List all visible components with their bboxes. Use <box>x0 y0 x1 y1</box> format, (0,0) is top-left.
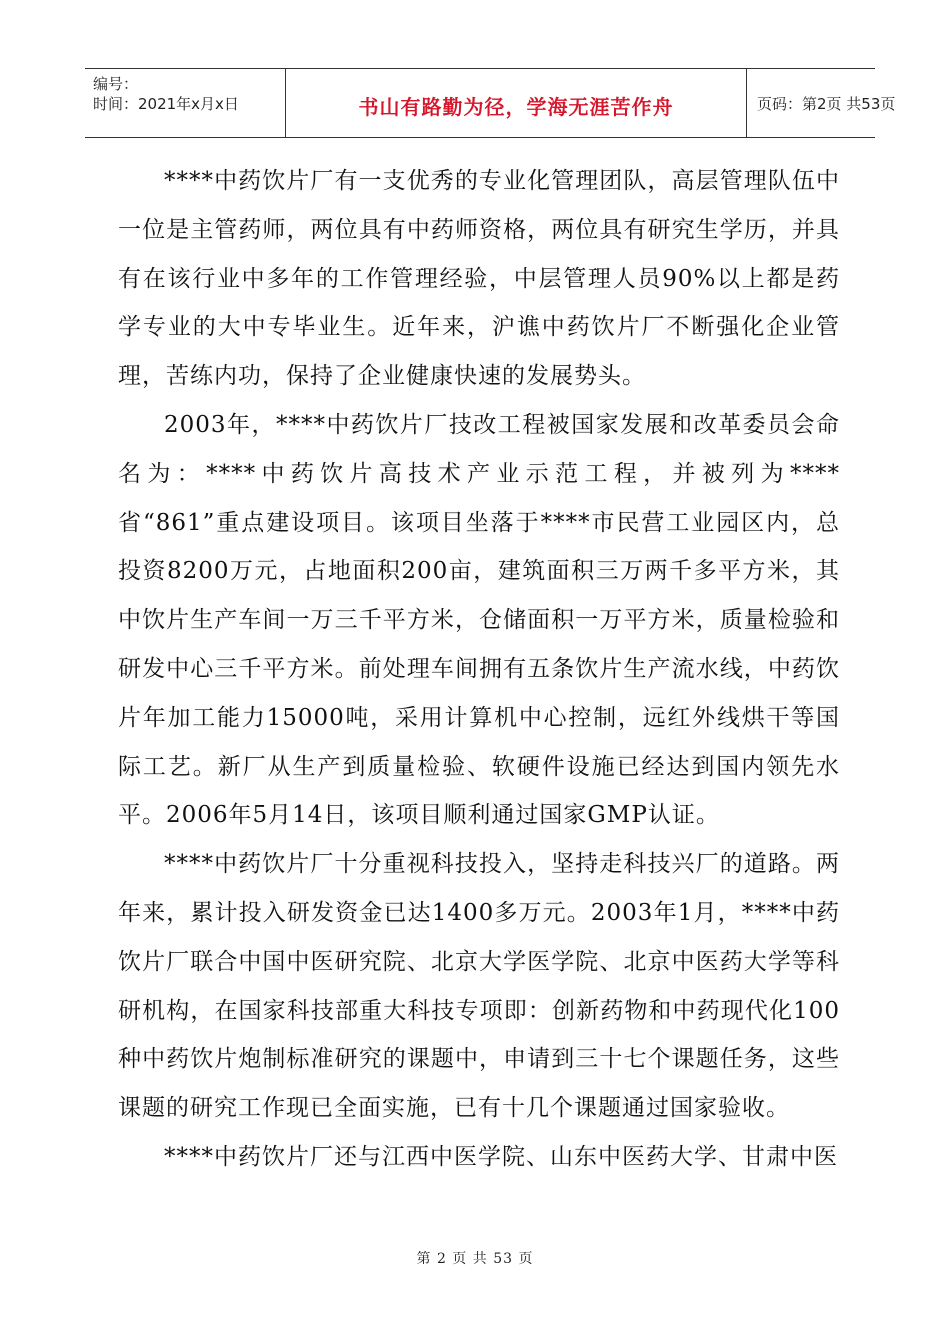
paragraph: ****中药饮片厂十分重视科技投入，坚持走科技兴厂的道路。两年来，累计投入研发资金已达1400多万元。2003年1月，****中药饮片厂联合中国中医研究院、北京大学医学院、北京中医药大学等科研机构，在国家科技部重大科技专项即：创新药物和中药现代化100种中药饮片炮制标准研究的课题中，申请到三十七个课题任务，这些课题的研究工作现已全面实施，已有十几个课题通过国家验收。 <box>118 851 840 1122</box>
page-info: 页码：第2页 共53页 <box>757 95 896 113</box>
motto: 书山有路勤为径，学海无涯苦作舟 <box>358 95 674 119</box>
time-label: 时间：2021年x月x日 <box>93 95 239 113</box>
document-body <box>118 157 840 1182</box>
header-page-cell <box>747 69 896 137</box>
header-meta <box>85 69 285 137</box>
paragraph: ****中药饮片厂有一支优秀的专业化管理团队，高层管理队伍中一位是主管药师，两位具有中药师资格，两位具有研究生学历，并具有在该行业中多年的工作管理经验，中层管理人员90%以上都是药学专业的大中专毕业生。近年来，沪谯中药饮片厂不断强化企业管理，苦练内功，保持了企业健康快速的发展势头。 <box>118 168 840 390</box>
number-label: 编号： <box>93 75 139 93</box>
paragraph: 2003年，****中药饮片厂技改工程被国家发展和改革委员会命名为：****中药饮片高技术产业示范工程，并被列为****省“861”重点建设项目。该项目坐落于****市民营工业园区内，总投资8200万元，占地面积200亩，建筑面积三万两千多平方米，其中饮片生产车间一万三千平方米，仓储面积一万平方米，质量检验和研发中心三千平方米。前处理车间拥有五条饮片生产流水线，中药饮片年加工能力15000吨，采用计算机中心控制，远红外线烘干等国际工艺。新厂从生产到质量检验、软硬件设施已经达到国内领先水平。2006年5月14日，该项目顺利通过国家GMP认证。 <box>118 411 840 829</box>
paragraph: ****中药饮片厂还与江西中医学院、山东中医药大学、甘肃中医 <box>164 1143 838 1170</box>
page-header <box>85 68 896 138</box>
page-footer: 第 2 页 共 53 页 <box>416 1251 534 1267</box>
header-motto-cell <box>285 69 747 137</box>
